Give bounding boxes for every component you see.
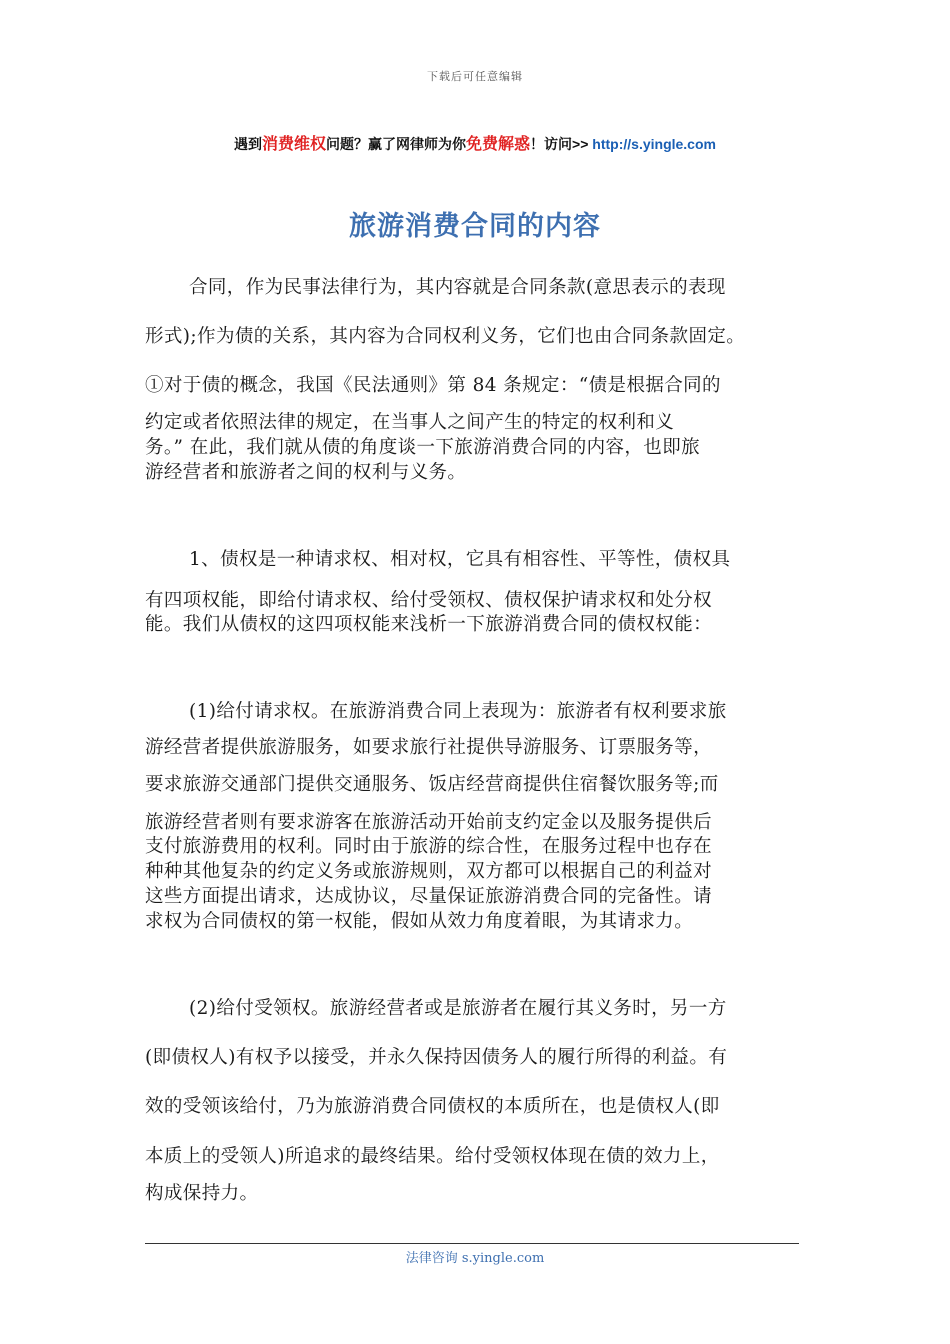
promo-text-2: 问题？赢了网律师为你 bbox=[326, 136, 467, 152]
promo-banner bbox=[0, 131, 950, 154]
paragraph-line: 本质上的受领人)所追求的最终结果。给付受领权体现在债的效力上， bbox=[145, 1146, 720, 1167]
promo-highlight-2: 免费解惑 bbox=[466, 136, 531, 153]
paragraph-line: (2)给付受领权。旅游经营者或是旅游者在履行其义务时，另一方 bbox=[189, 998, 727, 1019]
paragraph-line: 有四项权能，即给付请求权、给付受领权、债权保护请求权和处分权 bbox=[145, 590, 713, 611]
paragraph-line: 形式);作为债的关系，其内容为合同权利义务，它们也由合同条款固定。 bbox=[145, 326, 746, 347]
promo-highlight-1: 消费维权 bbox=[262, 136, 327, 153]
paragraph-line: 合同，作为民事法律行为，其内容就是合同条款(意思表示的表现 bbox=[189, 277, 726, 298]
paragraph-line: 游经营者和旅游者之间的权利与义务。 bbox=[145, 462, 467, 483]
paragraph-line: 约定或者依照法律的规定，在当事人之间产生的特定的权利和义 bbox=[145, 412, 675, 433]
top-note: 下载后可任意编辑 bbox=[427, 70, 523, 83]
paragraph-line: ①对于债的概念，我国《民法通则》第 84 条规定：“债是根据合同的 bbox=[145, 375, 721, 396]
document-title: 旅游消费合同的内容 bbox=[349, 211, 601, 242]
paragraph-line: 支付旅游费用的权利。同时由于旅游的综合性，在服务过程中也存在 bbox=[145, 836, 713, 857]
promo-link[interactable]: http://s.yingle.com bbox=[592, 136, 716, 152]
paragraph-line: 旅游经营者则有要求游客在旅游活动开始前支约定金以及服务提供后 bbox=[145, 812, 713, 833]
paragraph-line: (1)给付请求权。在旅游消费合同上表现为：旅游者有权利要求旅 bbox=[189, 701, 727, 722]
paragraph-line: 能。我们从债权的这四项权能来浅析一下旅游消费合同的债权权能： bbox=[145, 614, 713, 635]
paragraph-line: 务。” 在此，我们就从债的角度谈一下旅游消费合同的内容，也即旅 bbox=[145, 437, 700, 458]
paragraph-line: 要求旅游交通部门提供交通服务、饭店经营商提供住宿餐饮服务等;而 bbox=[145, 774, 719, 795]
promo-text-1: 遇到 bbox=[234, 136, 263, 152]
paragraph-line: 种种其他复杂的约定义务或旅游规则，双方都可以根据自己的利益对 bbox=[145, 861, 713, 882]
paragraph-line: 求权为合同债权的第一权能，假如从效力角度着眼，为其请求力。 bbox=[145, 911, 694, 932]
paragraph-line: 游经营者提供旅游服务，如要求旅行社提供导游服务、订票服务等， bbox=[145, 737, 713, 758]
promo-text-3: ！访问>> bbox=[530, 136, 593, 152]
paragraph-line: 效的受领该给付，乃为旅游消费合同债权的本质所在，也是债权人(即 bbox=[145, 1096, 720, 1117]
paragraph-line: 这些方面提出请求，达成协议，尽量保证旅游消费合同的完备性。请 bbox=[145, 886, 713, 907]
paragraph-line: 1、债权是一种请求权、相对权，它具有相容性、平等性，债权具 bbox=[189, 549, 731, 570]
paragraph-line: 构成保持力。 bbox=[145, 1183, 259, 1204]
footer-text: 法律咨询 s.yingle.com bbox=[405, 1251, 545, 1266]
paragraph-line: (即债权人)有权予以接受，并永久保持因债务人的履行所得的利益。有 bbox=[145, 1047, 728, 1068]
footer-rule bbox=[145, 1243, 799, 1244]
